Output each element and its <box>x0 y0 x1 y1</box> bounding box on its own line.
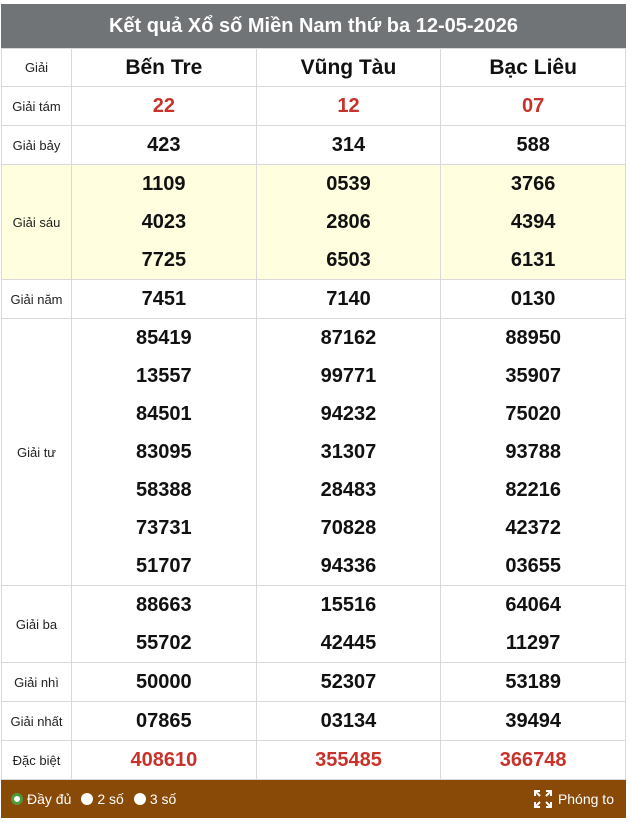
result-cell <box>441 741 626 780</box>
result-cell <box>441 319 626 586</box>
result-number: 51707 <box>136 555 192 577</box>
result-number: 58388 <box>136 479 192 501</box>
result-number: 99771 <box>320 365 377 387</box>
result-number: 82216 <box>505 479 561 501</box>
prize-label: Đặc biệt <box>2 741 72 780</box>
expand-icon <box>534 790 552 808</box>
result-number: 94336 <box>320 555 377 577</box>
result-number: 7140 <box>326 288 371 310</box>
result-number: 1109 <box>142 173 186 195</box>
prize-label: Giải bảy <box>2 126 72 165</box>
result-number: 314 <box>331 134 366 156</box>
result-number: 53189 <box>505 671 561 693</box>
result-number: 13557 <box>136 365 192 387</box>
province-header[interactable]: Bạc Liêu <box>441 49 626 87</box>
prize-row <box>2 126 626 165</box>
result-number: 3766 <box>510 173 556 195</box>
result-number: 4023 <box>141 211 187 233</box>
result-number: 423 <box>147 134 181 156</box>
result-number: 42445 <box>320 632 377 654</box>
result-number: 87162 <box>320 327 377 349</box>
result-number: 15516 <box>320 594 377 616</box>
prize-row <box>2 280 626 319</box>
results-panel <box>1 4 626 818</box>
digit-mode-radio[interactable] <box>11 791 71 807</box>
result-cell <box>72 126 257 165</box>
result-number: 50000 <box>136 671 192 693</box>
prize-label: Giải năm <box>2 280 72 319</box>
result-cell <box>441 280 626 319</box>
result-cell <box>72 702 257 741</box>
result-number: 07865 <box>136 710 192 732</box>
radio-circle-icon[interactable] <box>81 793 93 805</box>
result-cell <box>256 663 441 702</box>
result-number: 03655 <box>505 555 561 577</box>
radio-label: Đầy đủ <box>27 791 72 807</box>
prize-label: Giải tư <box>2 319 72 586</box>
zoom-button[interactable] <box>534 790 614 808</box>
result-number: 588 <box>516 134 550 156</box>
result-number: 39494 <box>505 710 561 732</box>
result-number: 73731 <box>136 517 192 539</box>
radio-circle-icon[interactable] <box>11 793 23 805</box>
result-number: 408610 <box>130 749 198 771</box>
result-cell <box>72 87 257 126</box>
result-number: 84501 <box>136 403 192 425</box>
result-number: 366748 <box>499 749 567 771</box>
prize-row <box>2 319 626 586</box>
prize-row <box>2 87 626 126</box>
result-number: 75020 <box>505 403 561 425</box>
result-cell <box>256 87 441 126</box>
result-number: 88950 <box>505 327 561 349</box>
result-cell <box>256 702 441 741</box>
result-number: 4394 <box>510 211 556 233</box>
result-number: 55702 <box>136 632 192 654</box>
display-options-bar <box>1 780 626 818</box>
result-number: 28483 <box>320 479 377 501</box>
prize-label: Giải ba <box>2 586 72 663</box>
result-number: 35907 <box>505 365 561 387</box>
prize-label: Giải nhì <box>2 663 72 702</box>
result-cell <box>256 319 441 586</box>
result-number: 0539 <box>326 173 371 195</box>
result-cell <box>441 126 626 165</box>
result-number: 83095 <box>136 441 192 463</box>
result-number: 7451 <box>141 288 187 310</box>
prize-column-header: Giải <box>2 49 72 87</box>
result-number: 52307 <box>320 671 377 693</box>
radio-label: 3 số <box>149 791 177 807</box>
header-row <box>2 49 626 87</box>
radio-circle-icon[interactable] <box>134 793 146 805</box>
prize-row <box>2 165 626 280</box>
zoom-label: Phóng to <box>557 791 614 807</box>
result-cell <box>441 165 626 280</box>
result-number: 88663 <box>136 594 192 616</box>
result-cell <box>256 126 441 165</box>
result-number: 70828 <box>320 517 377 539</box>
result-number: 355485 <box>315 749 382 771</box>
result-number: 7725 <box>141 249 187 271</box>
result-cell <box>72 319 257 586</box>
results-table <box>1 48 626 780</box>
digit-mode-radio[interactable] <box>81 791 123 807</box>
result-cell <box>441 663 626 702</box>
page-title: Kết quả Xổ số Miền Nam thứ ba 12-05-2026 <box>1 4 626 48</box>
prize-label: Giải sáu <box>2 165 72 280</box>
result-number: 03134 <box>320 710 377 732</box>
province-header[interactable]: Vũng Tàu <box>256 49 441 87</box>
province-header[interactable]: Bến Tre <box>72 49 257 87</box>
result-cell <box>256 741 441 780</box>
result-number: 31307 <box>320 441 377 463</box>
result-cell <box>72 741 257 780</box>
result-number: 94232 <box>320 403 377 425</box>
result-cell <box>441 586 626 663</box>
result-cell <box>256 280 441 319</box>
result-cell <box>72 586 257 663</box>
result-number: 22 <box>152 95 175 117</box>
result-cell <box>256 165 441 280</box>
prize-row <box>2 663 626 702</box>
result-number: 64064 <box>505 594 561 616</box>
result-number: 6503 <box>326 249 371 271</box>
result-number: 6131 <box>510 249 556 271</box>
result-number: 85419 <box>136 327 192 349</box>
prize-row <box>2 702 626 741</box>
prize-row <box>2 586 626 663</box>
result-cell <box>441 87 626 126</box>
result-number: 2806 <box>326 211 371 233</box>
result-cell <box>441 702 626 741</box>
result-cell <box>72 165 257 280</box>
result-number: 12 <box>337 95 360 117</box>
result-number: 07 <box>522 95 545 117</box>
prize-label: Giải tám <box>2 87 72 126</box>
result-cell <box>72 280 257 319</box>
prize-row <box>2 741 626 780</box>
result-number: 11297 <box>505 632 561 654</box>
result-number: 93788 <box>505 441 561 463</box>
result-cell <box>72 663 257 702</box>
result-number: 42372 <box>505 517 561 539</box>
prize-label: Giải nhất <box>2 702 72 741</box>
digit-mode-options <box>11 791 180 807</box>
result-cell <box>256 586 441 663</box>
result-number: 0130 <box>510 288 556 310</box>
digit-mode-radio[interactable] <box>134 791 176 807</box>
radio-label: 2 số <box>97 791 124 807</box>
